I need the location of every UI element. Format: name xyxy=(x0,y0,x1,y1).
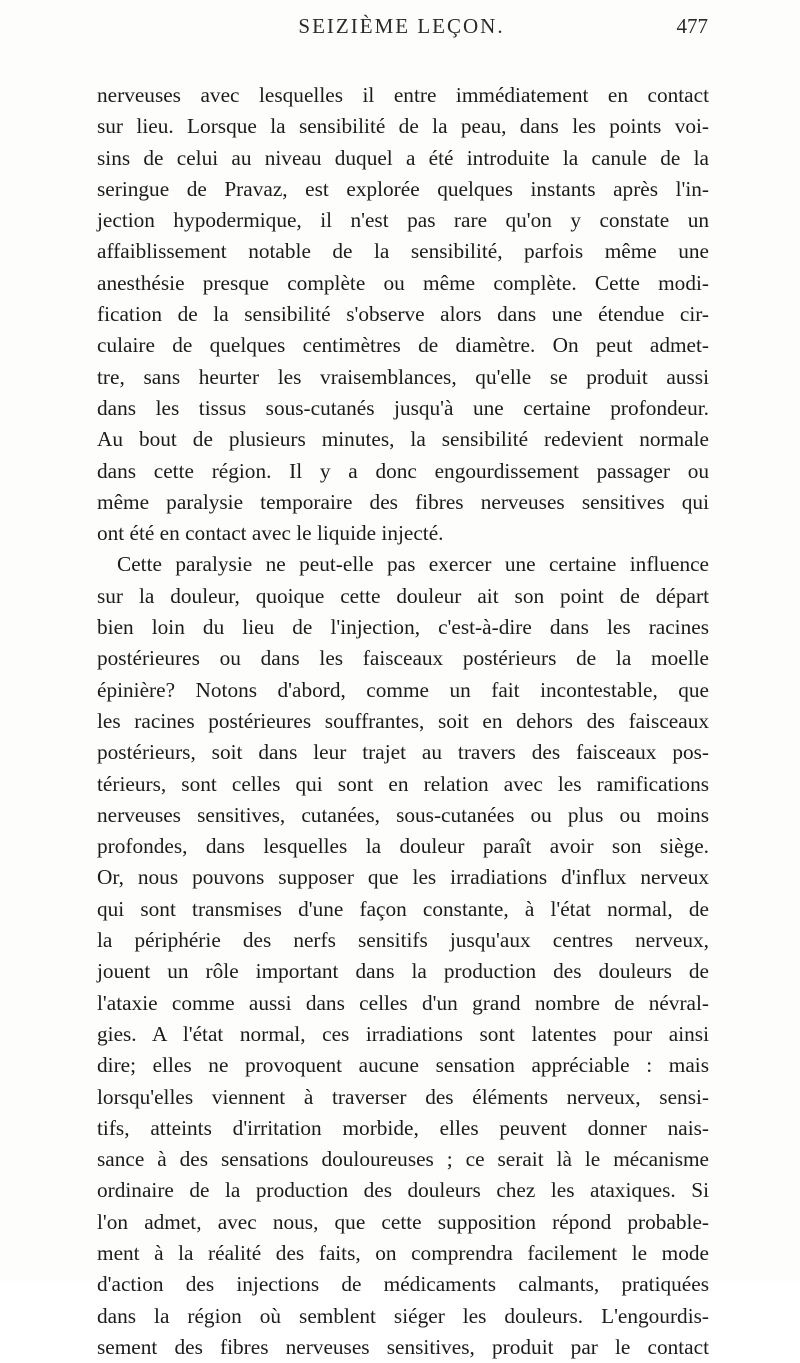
text-line: ordinaire de la production des douleurs chez les ataxiques. Si xyxy=(97,1178,709,1203)
text-line: qui sont transmises d'une façon constante, à l'état normal, de xyxy=(97,896,709,921)
text-line: dire; elles ne provoquent aucune sensation appréciable : mais xyxy=(97,1053,709,1078)
text-line: sement des fibres nerveuses sensitives, produit par le contact xyxy=(97,1334,709,1359)
text-line: tre, sans heurter les vraisemblances, qu'elle se produit aussi xyxy=(97,364,709,389)
text-line: sur lieu. Lorsque la sensibilité de la peau, dans les points voi- xyxy=(97,114,709,139)
paragraph xyxy=(97,549,709,1363)
text-line: nerveuses sensitives, cutanées, sous-cutanées ou plus ou moins xyxy=(97,802,709,827)
running-head xyxy=(95,14,708,46)
text-line: postérieures ou dans les faisceaux postérieurs de la moelle xyxy=(97,646,709,671)
text-line: les racines postérieures souffrantes, soit en dehors des faisceaux xyxy=(97,708,709,733)
running-head-title: SEIZIÈME LEÇON. xyxy=(298,14,505,38)
text-line: nerveuses avec lesquelles il entre immédiatement en contact xyxy=(97,83,709,107)
text-line: bien loin du lieu de l'injection, c'est-à-dire dans les racines xyxy=(97,615,709,640)
text-line: dans les tissus sous-cutanés jusqu'à une certaine profondeur. xyxy=(97,395,709,420)
text-line: même paralysie temporaire des fibres nerveuses sensitives qui xyxy=(97,489,709,514)
body-text xyxy=(97,80,709,1363)
page-number: 477 xyxy=(676,14,708,38)
text-line: seringue de Pravaz, est explorée quelques instants après l'in- xyxy=(97,176,709,201)
text-line: Au bout de plusieurs minutes, la sensibilité redevient normale xyxy=(97,427,709,452)
text-line: jection hypodermique, il n'est pas rare qu'on y constate un xyxy=(97,208,709,233)
text-line: fication de la sensibilité s'observe alors dans une étendue cir- xyxy=(97,302,709,327)
text-line: tifs, atteints d'irritation morbide, elles peuvent donner nais- xyxy=(97,1115,709,1140)
text-line: la périphérie des nerfs sensitifs jusqu'aux centres nerveux, xyxy=(97,928,709,953)
text-line: Cette paralysie ne peut-elle pas exercer une certaine influence xyxy=(117,552,709,577)
text-line: culaire de quelques centimètres de diamètre. On peut admet- xyxy=(97,333,709,358)
text-line: l'ataxie comme aussi dans celles d'un grand nombre de névral- xyxy=(97,990,709,1015)
text-line: gies. A l'état normal, ces irradiations sont latentes pour ainsi xyxy=(97,1021,709,1046)
text-line: profondes, dans lesquelles la douleur paraît avoir son siège. xyxy=(97,834,709,859)
text-line: affaiblissement notable de la sensibilité, parfois même une xyxy=(97,239,709,264)
text-line: sance à des sensations douloureuses ; ce serait là le mécanisme xyxy=(97,1147,709,1172)
text-line: sins de celui au niveau duquel a été introduite la canule de la xyxy=(97,145,709,170)
text-line: l'on admet, avec nous, que cette supposition répond probable- xyxy=(97,1209,709,1234)
text-line: épinière? Notons d'abord, comme un fait incontestable, que xyxy=(97,677,709,702)
text-line: térieurs, sont celles qui sont en relation avec les ramifications xyxy=(97,771,709,796)
text-line: ment à la réalité des faits, on comprendra facilement le mode xyxy=(97,1240,709,1265)
text-line: lorsqu'elles viennent à traverser des éléments nerveux, sensi- xyxy=(97,1084,709,1109)
paragraph xyxy=(97,80,709,549)
text-line: Or, nous pouvons supposer que les irradiations d'influx nerveux xyxy=(97,865,709,890)
text-line: dans la région où semblent siéger les douleurs. L'engourdis- xyxy=(97,1303,709,1328)
text-line: dans cette région. Il y a donc engourdissement passager ou xyxy=(97,458,709,483)
text-line: ont été en contact avec le liquide injecté. xyxy=(97,521,444,546)
text-line: anesthésie presque complète ou même complète. Cette modi- xyxy=(97,270,709,295)
text-line: d'action des injections de médicaments calmants, pratiquées xyxy=(97,1272,709,1297)
text-line: jouent un rôle important dans la production des douleurs de xyxy=(97,959,709,984)
text-line: postérieurs, soit dans leur trajet au travers des faisceaux pos- xyxy=(97,740,709,765)
text-line: sur la douleur, quoique cette douleur ait son point de départ xyxy=(97,583,709,608)
